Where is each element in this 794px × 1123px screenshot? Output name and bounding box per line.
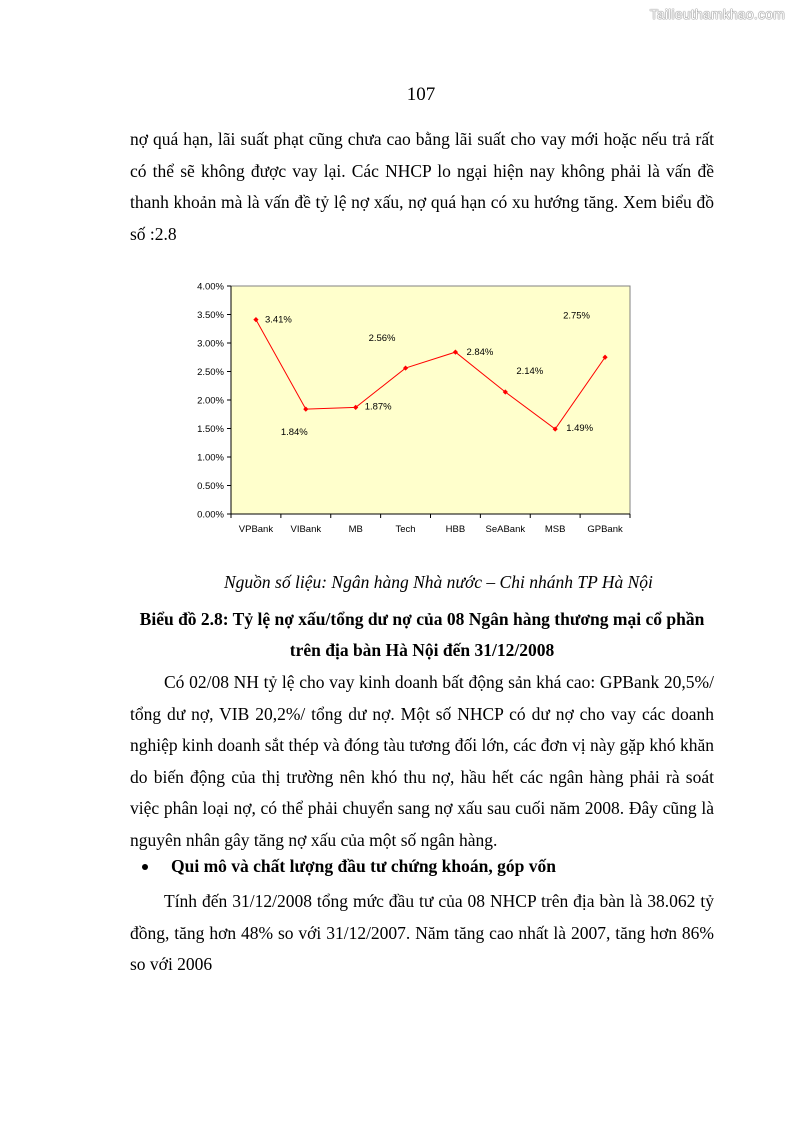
page-number: 107 — [406, 84, 436, 105]
data-label: 2.84% — [466, 347, 494, 359]
x-tick-label: HBB — [445, 524, 466, 535]
source-note: Nguồn số liệu: Ngân hàng Nhà nước – Chi nhánh TP Hà Nội — [224, 572, 653, 592]
y-tick-label: 2.50% — [197, 367, 224, 378]
data-label: 2.56% — [368, 333, 396, 345]
data-label: 1.49% — [566, 423, 594, 435]
chart-svg — [180, 275, 640, 540]
data-label: 2.75% — [563, 310, 590, 322]
y-tick-label: 0.00% — [197, 509, 224, 521]
bullet-heading — [142, 856, 556, 877]
x-tick-label: VIBank — [290, 524, 322, 535]
x-tick-label: SeABank — [485, 524, 526, 535]
paragraph-real-estate: Có 02/08 NH tỷ lệ cho vay kinh doanh bất động sản khá cao: GPBank 20,5%/ tổng dư nợ, VIB 20,2%/ tổng dư nợ. Một số NHCP có dư nợ cho vay các doanh nghiệp kinh doanh sắt thép và đóng tàu tương đối lớn, các đơn vị này gặp khó khăn do biến động của thị trường nên khó thu nợ, hầu hết các ngân hàng phải rà soát việc phân loại nợ, có thể phải chuyển sang nợ xấu sau cuối năm 2008. Đây cũng là nguyên nhân gây tăng nợ xấu của một số ngân hàng. — [130, 672, 714, 850]
paragraph-intro: nợ quá hạn, lãi suất phạt cũng chưa cao bằng lãi suất cho vay mới hoặc nếu trả rất có thể sẽ không được vay lại. Các NHCP lo ngại hiện nay không phải là vấn đề thanh khoản mà là vấn đề tỷ lệ nợ xấu, nợ quá hạn có xu hướng tăng. Xem biểu đồ số :2.8 — [130, 129, 714, 244]
y-tick-label: 3.50% — [197, 310, 224, 321]
data-label: 3.41% — [264, 314, 292, 326]
data-label: 1.87% — [364, 401, 392, 413]
y-tick-label: 2.00% — [197, 395, 224, 407]
paragraph-investment: Tính đến 31/12/2008 tổng mức đầu tư của 08 NHCP trên địa bàn là 38.062 tỷ đồng, tăng hơn 48% so với 31/12/2007. Năm tăng cao nhất là 2007, tăng hơn 86% so với 2006 — [130, 891, 714, 974]
x-tick-label: MSB — [544, 524, 566, 535]
y-tick-label: 1.00% — [197, 452, 224, 464]
y-tick-label: 0.50% — [197, 481, 224, 492]
y-tick-label: 1.50% — [197, 424, 224, 435]
x-tick-label: MB — [348, 524, 363, 535]
bullet-icon — [142, 864, 148, 870]
x-tick-label: VPBank — [238, 524, 274, 535]
watermark: Tailieuthamkhao.com — [649, 6, 785, 22]
y-tick-label: 4.00% — [197, 281, 224, 293]
npl-ratio-chart — [180, 275, 640, 540]
data-label: 1.84% — [280, 427, 308, 439]
bullet-heading-text: Qui mô và chất lượng đầu tư chứng khoán, góp vốn — [171, 856, 556, 876]
data-label: 2.14% — [516, 366, 544, 378]
figure-caption: Biểu đồ 2.8: Tỷ lệ nợ xấu/tổng dư nợ của 08 Ngân hàng thương mại cổ phần trên địa bàn Hà Nội đến 31/12/2008 — [139, 609, 705, 660]
x-tick-label: GPBank — [587, 524, 623, 535]
x-tick-label: Tech — [395, 524, 416, 535]
y-tick-label: 3.00% — [197, 338, 224, 350]
